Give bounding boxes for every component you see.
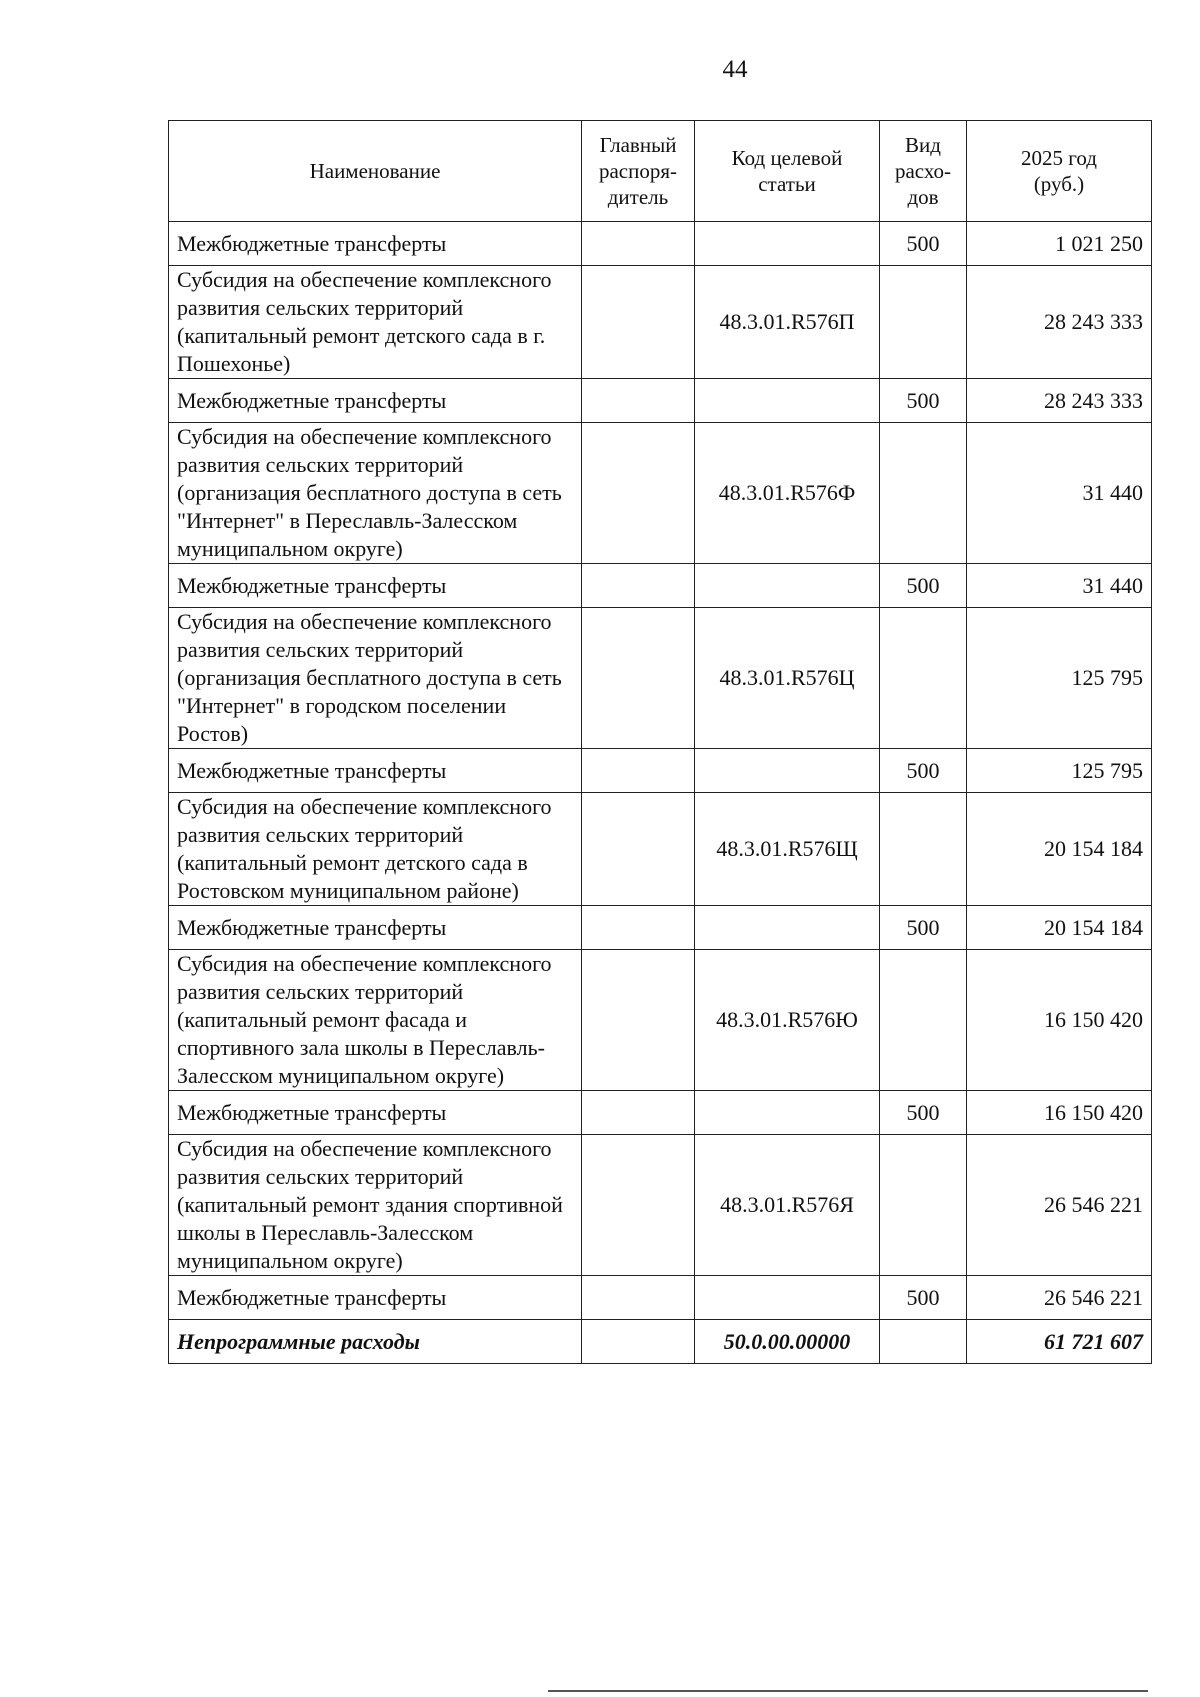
cell-type: 500 (880, 222, 967, 266)
cell-type: 500 (880, 749, 967, 793)
table-row (169, 1276, 1152, 1320)
table-row (169, 749, 1152, 793)
cell-name: Межбюджетные трансферты (169, 1091, 582, 1135)
cell-amount: 26 546 221 (967, 1276, 1152, 1320)
cell-type (880, 608, 967, 749)
cell-name: Непрограммные расходы (169, 1320, 582, 1364)
cell-code: 48.3.01.R576Щ (695, 793, 880, 906)
cell-name: Межбюджетные трансферты (169, 749, 582, 793)
cell-amount: 16 150 420 (967, 1091, 1152, 1135)
cell-amount: 28 243 333 (967, 379, 1152, 423)
table-row (169, 906, 1152, 950)
cell-code (695, 379, 880, 423)
cell-name: Межбюджетные трансферты (169, 379, 582, 423)
table-body (169, 222, 1152, 1364)
cell-type: 500 (880, 379, 967, 423)
cell-amount: 125 795 (967, 608, 1152, 749)
cell-name: Субсидия на обеспечение комплексного развития сельских территорий (капитальный ремонт детского сада в г. Пошехонье) (169, 266, 582, 379)
table-row (169, 793, 1152, 906)
cell-type (880, 423, 967, 564)
cell-manager (582, 379, 695, 423)
cell-name: Субсидия на обеспечение комплексного развития сельских территорий (организация бесплатного доступа в сеть "Интернет" в Переславль-Залесском муниципальном округе) (169, 423, 582, 564)
table-row (169, 379, 1152, 423)
cell-code: 48.3.01.R576Ц (695, 608, 880, 749)
cell-type (880, 950, 967, 1091)
cell-name: Субсидия на обеспечение комплексного развития сельских территорий (организация бесплатного доступа в сеть "Интернет" в городском поселении Ростов) (169, 608, 582, 749)
cell-manager (582, 423, 695, 564)
cell-code: 50.0.00.00000 (695, 1320, 880, 1364)
cell-amount: 31 440 (967, 423, 1152, 564)
page-number-text: 44 (722, 56, 748, 83)
cell-name: Межбюджетные трансферты (169, 1276, 582, 1320)
cell-manager (582, 1091, 695, 1135)
table-row (169, 266, 1152, 379)
cell-amount: 125 795 (967, 749, 1152, 793)
cell-type (880, 266, 967, 379)
header-type: Вид расхо-дов (880, 121, 967, 222)
cell-code (695, 749, 880, 793)
bottom-divider (548, 1690, 1148, 1692)
cell-type (880, 1320, 967, 1364)
cell-code: 48.3.01.R576П (695, 266, 880, 379)
table-header-row (169, 121, 1152, 222)
header-amount: 2025 год (руб.) (967, 121, 1152, 222)
cell-amount: 16 150 420 (967, 950, 1152, 1091)
header-name: Наименование (169, 121, 582, 222)
cell-code (695, 564, 880, 608)
cell-amount: 28 243 333 (967, 266, 1152, 379)
cell-code: 48.3.01.R576Ю (695, 950, 880, 1091)
cell-type: 500 (880, 1276, 967, 1320)
cell-amount: 31 440 (967, 564, 1152, 608)
cell-code (695, 1276, 880, 1320)
page-number (0, 56, 1200, 84)
cell-code: 48.3.01.R576Ф (695, 423, 880, 564)
cell-amount: 1 021 250 (967, 222, 1152, 266)
budget-table (168, 120, 1152, 1364)
cell-code (695, 222, 880, 266)
cell-manager (582, 266, 695, 379)
header-code: Код целевой статьи (695, 121, 880, 222)
table-row (169, 608, 1152, 749)
cell-manager (582, 1320, 695, 1364)
cell-manager (582, 749, 695, 793)
cell-code: 48.3.01.R576Я (695, 1135, 880, 1276)
cell-manager (582, 222, 695, 266)
cell-manager (582, 906, 695, 950)
cell-manager (582, 564, 695, 608)
cell-type: 500 (880, 906, 967, 950)
cell-type: 500 (880, 1091, 967, 1135)
cell-amount: 20 154 184 (967, 793, 1152, 906)
cell-name: Межбюджетные трансферты (169, 222, 582, 266)
cell-manager (582, 608, 695, 749)
cell-name: Межбюджетные трансферты (169, 906, 582, 950)
table-row (169, 950, 1152, 1091)
cell-manager (582, 950, 695, 1091)
cell-manager (582, 1276, 695, 1320)
cell-manager (582, 793, 695, 906)
cell-amount: 61 721 607 (967, 1320, 1152, 1364)
cell-name: Субсидия на обеспечение комплексного развития сельских территорий (капитальный ремонт детского сада в Ростовском муниципальном районе) (169, 793, 582, 906)
table-total-row (169, 1320, 1152, 1364)
cell-amount: 20 154 184 (967, 906, 1152, 950)
cell-code (695, 1091, 880, 1135)
table-row (169, 1091, 1152, 1135)
cell-amount: 26 546 221 (967, 1135, 1152, 1276)
cell-type (880, 1135, 967, 1276)
table-row (169, 1135, 1152, 1276)
header-manager: Главный распоря-дитель (582, 121, 695, 222)
cell-type (880, 793, 967, 906)
cell-name: Субсидия на обеспечение комплексного развития сельских территорий (капитальный ремонт фасада и спортивного зала школы в Переславль-Залесском муниципальном округе) (169, 950, 582, 1091)
table-row (169, 423, 1152, 564)
cell-manager (582, 1135, 695, 1276)
table-row (169, 222, 1152, 266)
cell-name: Межбюджетные трансферты (169, 564, 582, 608)
cell-code (695, 906, 880, 950)
cell-name: Субсидия на обеспечение комплексного развития сельских территорий (капитальный ремонт здания спортивной школы в Переславль-Залесском муниципальном округе) (169, 1135, 582, 1276)
table-row (169, 564, 1152, 608)
cell-type: 500 (880, 564, 967, 608)
